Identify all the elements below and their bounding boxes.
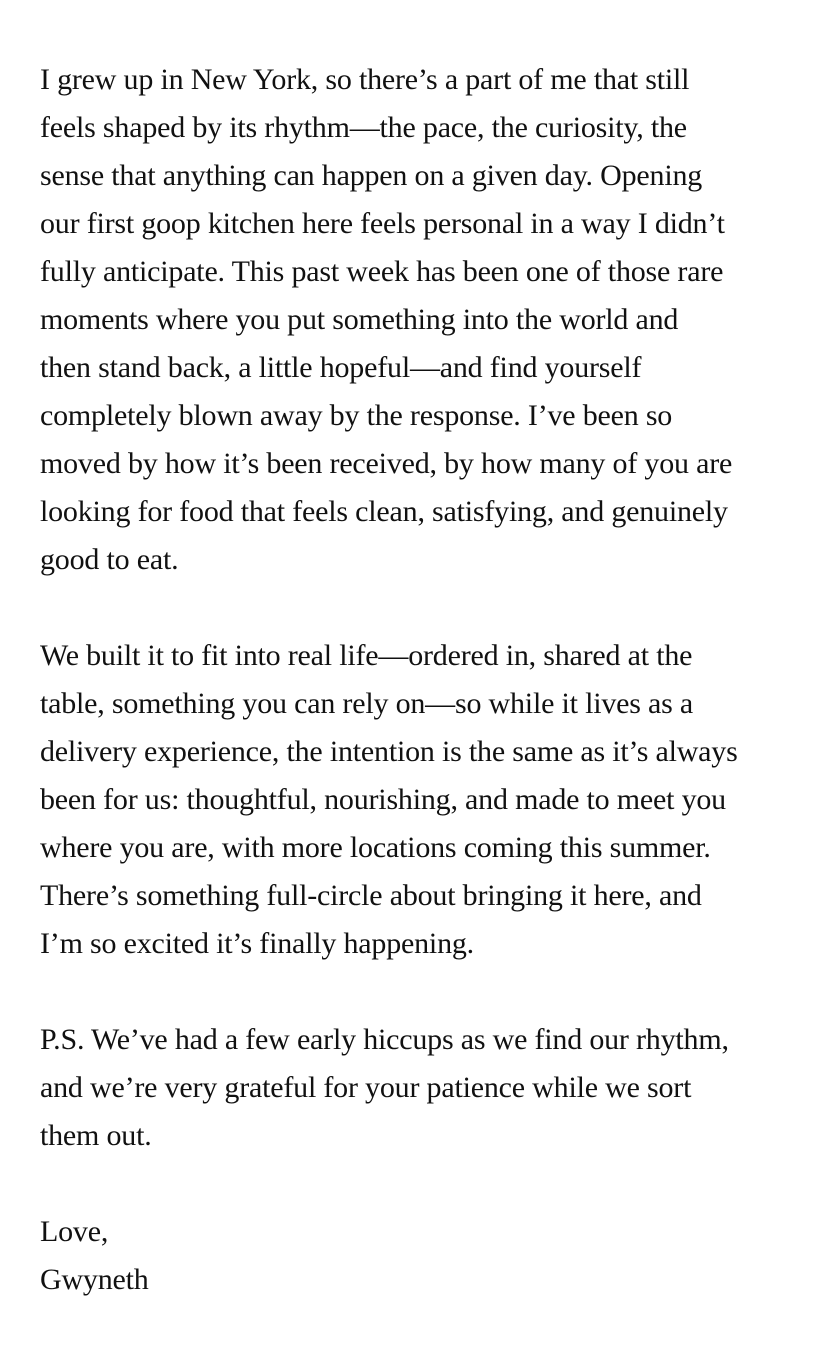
- text-line: moments where you put something into the world and: [40, 303, 679, 336]
- text-line: completely blown away by the response. I’ve been so: [40, 399, 673, 432]
- text-line: looking for food that feels clean, satisfying, and genuinely: [40, 495, 728, 528]
- text-line: fully anticipate. This past week has been one of those rare: [40, 255, 724, 288]
- text-line: good to eat.: [40, 543, 179, 576]
- text-line: our first goop kitchen here feels personal in a way I didn’t: [40, 207, 725, 240]
- text-line: been for us: thoughtful, nourishing, and made to meet you: [40, 783, 726, 816]
- text-line: delivery experience, the intention is the same as it’s always: [40, 735, 738, 768]
- text-line: where you are, with more locations coming this summer.: [40, 831, 711, 864]
- text-line: then stand back, a little hopeful—and find yourself: [40, 351, 642, 384]
- text-line: and we’re very grateful for your patience while we sort: [40, 1071, 692, 1104]
- signoff: [40, 1208, 800, 1304]
- text-line: moved by how it’s been received, by how many of you are: [40, 447, 733, 480]
- signature-name: Gwyneth: [40, 1263, 149, 1296]
- letter-body: [40, 56, 800, 1304]
- text-line: We built it to fit into real life—ordered in, shared at the: [40, 639, 693, 672]
- paragraph-postscript: [40, 1016, 800, 1160]
- text-line: I grew up in New York, so there’s a part of me that still: [40, 63, 690, 96]
- text-line: There’s something full-circle about bringing it here, and: [40, 879, 702, 912]
- closing-text: Love,: [40, 1215, 109, 1248]
- text-line: sense that anything can happen on a given day. Opening: [40, 159, 703, 192]
- text-line: feels shaped by its rhythm—the pace, the curiosity, the: [40, 111, 687, 144]
- text-line: table, something you can rely on—so while it lives as a: [40, 687, 694, 720]
- text-line: them out.: [40, 1119, 152, 1152]
- paragraph-intro: [40, 56, 800, 584]
- text-line: I’m so excited it’s finally happening.: [40, 927, 474, 960]
- text-line: P.S. We’ve had a few early hiccups as we find our rhythm,: [40, 1023, 729, 1056]
- paragraph-delivery: [40, 632, 800, 968]
